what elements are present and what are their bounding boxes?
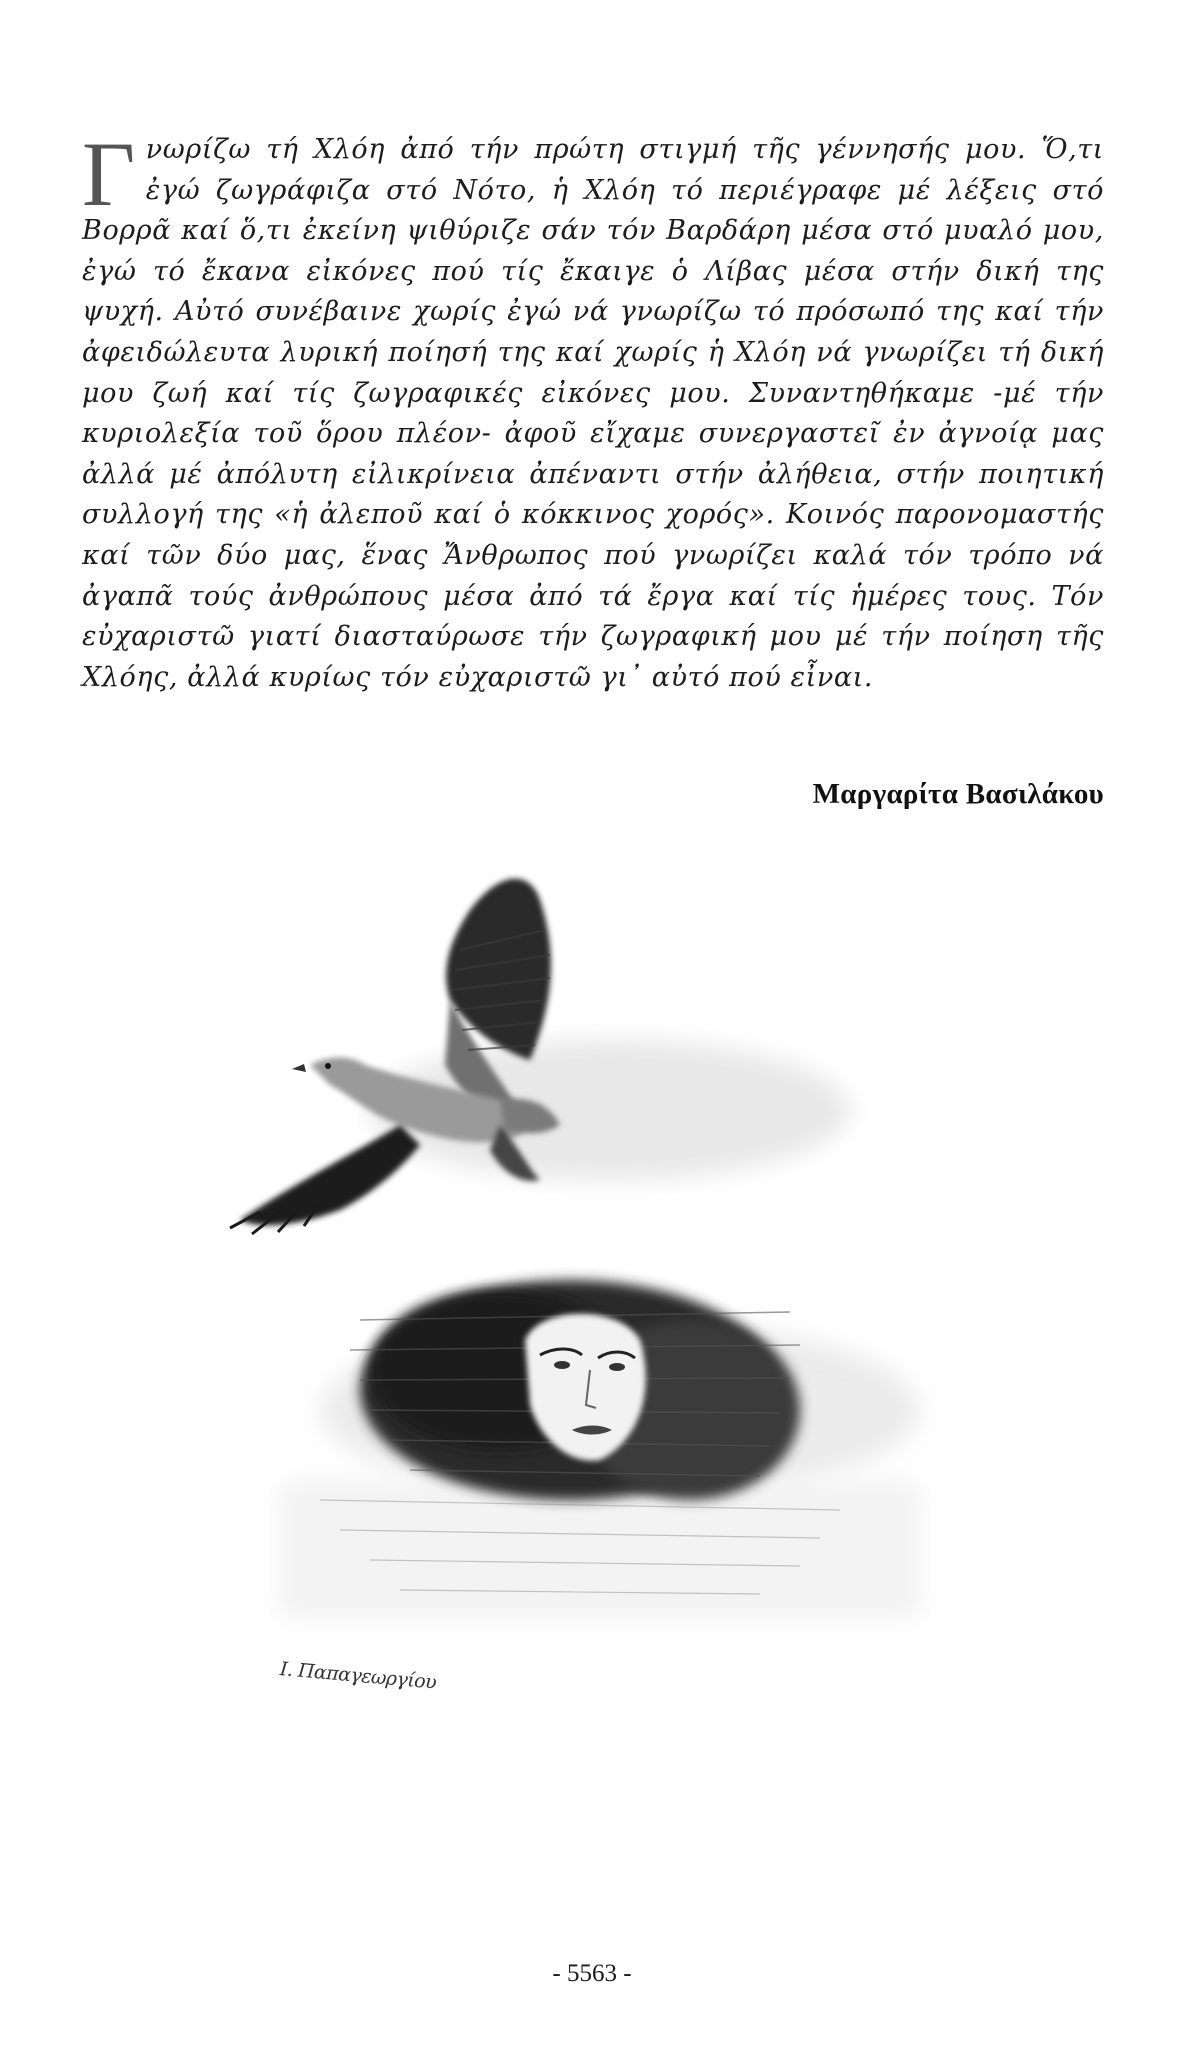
artist-signature: Ι. Παπαγεωργίου (279, 1658, 438, 1694)
bird-lower-wing (230, 1125, 540, 1234)
author-signature: Μαργαρίτα Βασιλάκου (812, 778, 1104, 810)
drop-cap: Γ (82, 123, 136, 225)
body-paragraph (82, 123, 1104, 698)
page-number: - 5563 - (552, 1960, 632, 1987)
paragraph-text: νωρίζω τή Χλόη ἀπό τήν πρώτη στιγμή τῆς γέννησής μου. Ὅ,τι ἐγώ ζωγράφιζα στό Νότο, ἡ Χλόη τό περιέγραφε μέ λέξεις στό Βορρᾶ καί ὅ,τι ἐκείνη ψιθύριζε σάν τόν Βαρδάρη μέσα στό μυαλό μου, ἐγώ τό ἔκανα εἰκόνες πού τίς ἔκαιγε ὁ Λίβας μέσα στήν δική της ψυχή. Αὐτό συνέβαινε χωρίς ἐγώ νά γνωρίζω τό πρόσωπό της καί τήν ἀφειδώλευτα λυρική ποίησή της καί χωρίς ἡ Χλόη νά γνωρίζει τή δική μου ζωή καί τίς ζωγραφικές εἰκόνες μου. Συναντηθήκαμε -μέ τήν κυριολεξία τοῦ ὅρου πλέον- ἀφοῦ εἴχαμε συνεργαστεῖ ἐν ἀγνοίᾳ μας ἀλλά μέ ἀπόλυτη εἰλικρίνεια ἀπέναντι στήν ἀλήθεια, στήν ποιητική συλλογή της «ἡ ἀλεποῦ καί ὁ κόκκινος χορός». Κοινός παρονομαστής καί τῶν δύο μας, ἕνας Ἄνθρωπος πού γνωρίζει καλά τόν τρόπο νά ἀγαπᾶ τούς ἀνθρώπους μέσα ἀπό τά ἔργα καί τίς ἡμέρες τους. Τόν εὐχαριστῶ γιατί διασταύρωσε τήν ζωγραφική μου μέ τήν ποίηση τῆς Χλόης, ἀλλά κυρίως τόν εὐχαριστῶ γι᾽ αὐτό πού εἶναι. (82, 134, 1104, 693)
